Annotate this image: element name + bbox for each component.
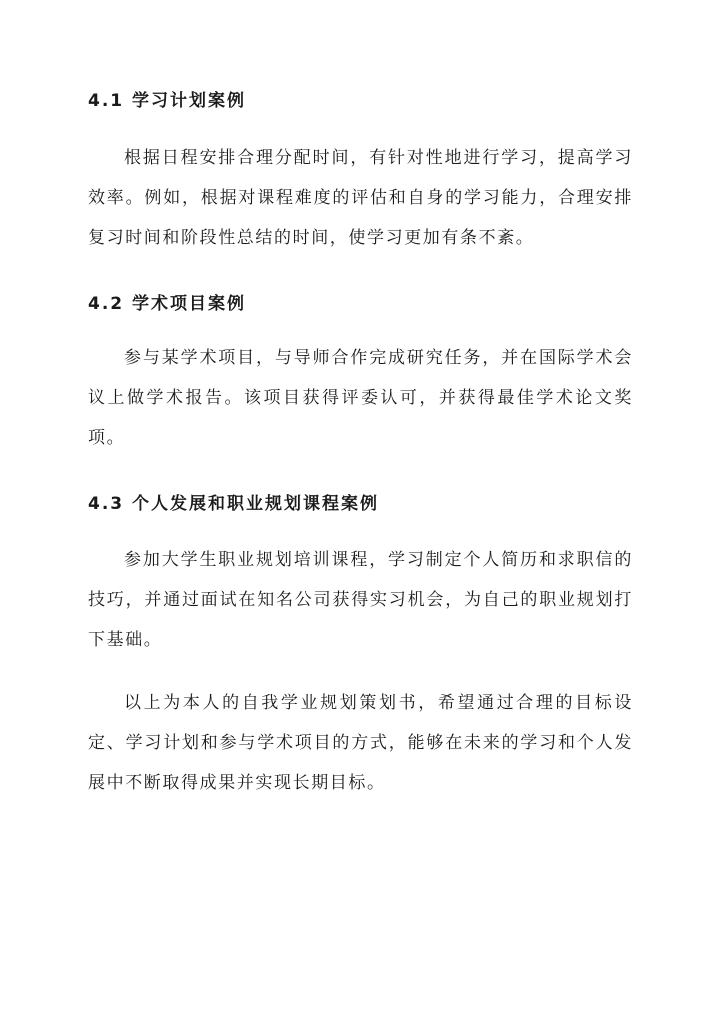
section-paragraph-academic-project: 参与某学术项目，与导师合作完成研究任务，并在国际学术会议上做学术报告。该项目获得评委认可，并获得最佳学术论文奖项。: [88, 348, 633, 448]
conclusion-paragraph: 以上为本人的自我学业规划策划书，希望通过合理的目标设定、学习计划和参与学术项目的方式，能够在未来的学习和个人发展中不断取得成果并实现长期目标。: [88, 693, 633, 793]
section-heading-study-plan: 4.1 学习计划案例: [88, 91, 247, 111]
section-heading-academic-project: 4.2 学术项目案例: [88, 294, 247, 314]
section-paragraph-career-course: 参加大学生职业规划培训课程，学习制定个人简历和求职信的技巧，并通过面试在知名公司获得实习机会，为自己的职业规划打下基础。: [88, 550, 633, 650]
section-paragraph-study-plan: 根据日程安排合理分配时间，有针对性地进行学习，提高学习效率。例如，根据对课程难度的评估和自身的学习能力，合理安排复习时间和阶段性总结的时间，使学习更加有条不紊。: [88, 148, 633, 248]
section-heading-career-course: 4.3 个人发展和职业规划课程案例: [88, 494, 380, 514]
